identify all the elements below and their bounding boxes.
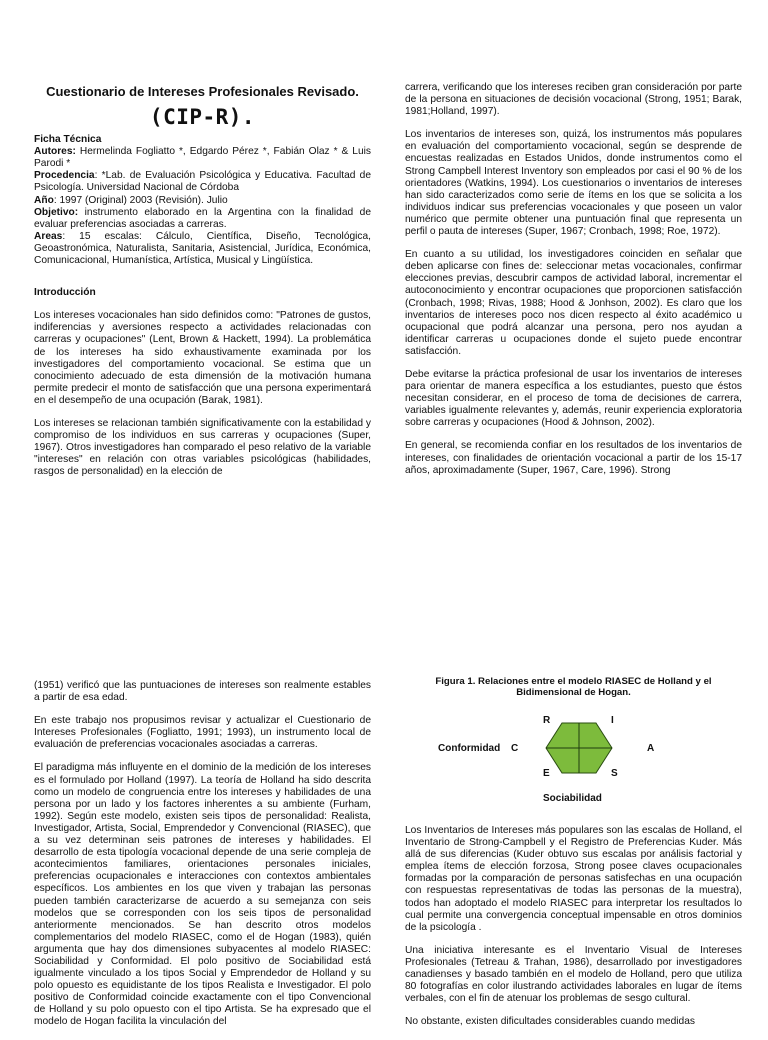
ficha-areas (34, 231, 371, 267)
intro-heading: Introducción (34, 287, 96, 299)
autores-value: Hermelinda Fogliatto *, Edgardo Pérez *, Fabián Olaz * & Luis Parodi * (34, 146, 371, 170)
ficha-autores (34, 146, 371, 170)
left-bottom-paragraph-3: El paradigma más influyente en el dominio de la medición de los intereses es el formulado por Holland (1997). La teoría de Holland ha sido descrita como un modelo de congruencia entre los intereses y habilidades de una persona por un lado y los factores inherentes a su ambiente (Furham, 1992). Según este modelo, existen seis tipos de personalidad: Realista, Investigador, Artista, Social, Emprendedor y Convencional (RIASEC), que a su vez determinan seis patrones de intereses y habilidades. El desarrollo de esta tipología vocacional depende de una serie compleja de acontecimientos familiares, orientaciones personales iniciales, preferencias ocupacionales e interacciones con contextos ambientales específicos. Los ambientes en los que viven y trabajan las personas pueden también caracterizarse de acuerdo a su semejanza con seis modelos que se corresponden con los seis tipos de personalidad anteriormente mencionados. Se han descrito otros modelos complementarios del modelo RIASEC, como el de Hogan (1983), quién argumenta que hay dos dimensiones subyacentes al modelo RIASEC: Sociabilidad y Conformidad. El polo positivo de Sociabilidad está igualmente vinculado a los tipos Social y Emprendedor de Holland y su polo opuesto es equidistante de los tipos Realista e Investigador. El polo positivo de Conformidad coincide exactamente con el tipo Convencional de Holland y su polo opuesto con el tipo Artista. Se ha expresado que el modelo de Hogan facilita la vinculación del (34, 762, 371, 1028)
right-top-paragraph-1: carrera, verificando que los intereses reciben gran consideración por parte de la persona en situaciones de decisión vocacional (Strong, 1951; Barak, 1981;Holland, 1997). (405, 82, 742, 118)
right-top-paragraph-3: En cuanto a su utilidad, los investigadores coinciden en señalar que deben aplicarse con fines de: seleccionar metas vocacionales, confirmar elecciones previas, descubrir campos de actividad laboral, incrementar el autoconocimiento y encontrar ocupaciones que proporcionen satisfacción (Cronbach, 1998; Rivas, 1988; Hood & Jonhson, 2002). Es claro que los inventarios de intereses poco nos dicen respecto al éxito académico u ocupacional que podrá alcanzar una persona, pero nos ayudan a identificar carreras u ocupaciones donde el sujeto puede encontrar satisfacción. (405, 249, 742, 357)
right-bottom-paragraph-3: No obstante, existen dificultades considerables cuando medidas (405, 1016, 695, 1028)
label-sociabilidad: Sociabilidad (543, 793, 602, 804)
right-column-top (405, 82, 742, 488)
left-column-top (34, 84, 371, 489)
label-e: E (543, 768, 550, 779)
left-bottom-paragraph-1: (1951) verificó que las puntuaciones de intereses son realmente estables a partir de esa edad. (34, 680, 371, 704)
right-bottom-paragraph-2: Una iniciativa interesante es el Inventario Visual de Intereses Profesionales (Tetreau & Trahan, 1986), desarrollado por investigadores canadienses y basado también en el modelo de Holland, pero que utiliza 80 fotografías en color ilustrando actividades laborales en lugar de ítems verbales, con el fin de atenuar los problemas de sesgo cultural. (405, 944, 742, 1005)
document-subtitle: (CIP-R). (149, 105, 256, 129)
ficha-tecnica (34, 134, 371, 267)
label-c: C (511, 743, 519, 754)
ficha-procedencia (34, 170, 371, 194)
label-a: A (647, 743, 655, 754)
autores-label: Autores: (34, 146, 76, 158)
document-title: Cuestionario de Intereses Profesionales Revisado. (46, 84, 359, 99)
areas-label: Areas (34, 230, 63, 242)
label-s: S (611, 768, 618, 779)
label-conformidad: Conformidad (438, 743, 501, 754)
anio-value: : 1997 (Original) 2003 (Revisión). Julio (53, 194, 228, 206)
right-top-paragraph-5: En general, se recomienda confiar en los resultados de los inventarios de intereses, con finalidades de orientación vocacional a partir de los 15-17 años, aproximadamente (Super, 1967, Care, 1996). Strong (405, 440, 742, 476)
intro-paragraph-2: Los intereses se relacionan también significativamente con la estabilidad y compromiso de los individuos en sus carreras y ocupaciones (Super, 1967). Otros investigadores han comparado el peso relativo de la variable "intereses" en relación con otras variables psicológicas (habilidades, rasgos de personalidad) en la elección de (34, 417, 371, 478)
procedencia-value: : *Lab. de Evaluación Psicológica y Educativa. Facultad de Psicología. Universidad Nacional de Córdoba (34, 170, 371, 194)
intro-paragraph-1: Los intereses vocacionales han sido definidos como: "Patrones de gustos, indiferencias y aversiones respecto a actividades relacionadas con carreras y ocupaciones" (Lent, Brown & Hackett, 1994). La problemática de los intereses ha sido exhaustivamente examinada por los investigadores del comportamiento vocacional. Se estima que un conocimiento adecuado de esta dimensión de la motivación humana permite predecir el monto de satisfacción que una persona experimentará en el desempeño de una ocupación (Barak, 1981). (34, 310, 371, 406)
left-column-bottom (34, 680, 371, 1040)
procedencia-label: Procedencia (34, 170, 95, 182)
objetivo-value: instrumento elaborado en la Argentina con la finalidad de evaluar preferencias asociadas a carreras. (34, 206, 371, 230)
ficha-objetivo (34, 207, 371, 231)
ficha-anio (34, 195, 371, 207)
right-top-paragraph-2: Los inventarios de intereses son, quizá, los instrumentos más populares en evaluación del comportamiento vocacional, según se desprende de encuestas realizadas en Estados Unidos, donde instrumentos como el Strong Campbell Interest Inventory son empleados por casi el 90 % de los orientadores (Watkins, 1994). Los cuestionarios o inventarios de intereses han sido caracterizados como serie de ítems en los que se solicita a los individuos indicar sus preferencias vocacionales y que poseen un valor numérico que permite obtener una puntuación final que representa un perfil o pauta de intereses (Super, 1967; Cronbach, 1998; Roe, 1972). (405, 129, 742, 238)
riasec-hexagon-diagram (405, 709, 742, 819)
ficha-heading: Ficha Técnica (34, 134, 102, 146)
riasec-figure (405, 709, 742, 819)
anio-label: Año (34, 194, 54, 206)
figure-caption: Figura 1. Relaciones entre el modelo RIASEC de Holland y el Bidimensional de Hogan. (435, 676, 712, 698)
areas-value: : 15 escalas: Cálculo, Científica, Diseño, Tecnológica, Geoastronómica, Naturalista, Sanitaria, Asistencial, Jurídica, Económica, Comunicacional, Humanística, Artística, Musical y Lingüística. (34, 230, 371, 267)
label-r: R (543, 715, 551, 726)
objetivo-label: Objetivo: (34, 206, 79, 218)
label-i: I (611, 715, 614, 726)
right-bottom-paragraph-1: Los Inventarios de Intereses más populares son las escalas de Holland, el Inventario de Strong-Campbell y el Registro de Preferencias Kuder. Más allá de sus diferencias (Kuder obtuvo sus escalas por análisis factorial y emplea ítems de elección forzosa, Strong posee claves ocupacionales formadas por la comparación de personas satisfechas en una ocupación con respuestas representativas de todas las personas de la muestra), todos han adoptado el modelo RIASEC para interpretar los resultados lo cual permite una convergencia conceptual impensable en otros dominios de la psicología . (405, 825, 742, 933)
right-top-paragraph-4: Debe evitarse la práctica profesional de usar los inventarios de intereses para orientar de manera específica a los estudiantes, puesto que éstos necesitan considerar, en el proceso de toma de decisiones de carrera, variables igualmente relevantes y, además, reunir experiencia exploratoria sobre carreras y ocupaciones (Hood & Johnson, 2002). (405, 368, 742, 429)
right-column-bottom (405, 676, 742, 1039)
left-bottom-paragraph-2: En este trabajo nos propusimos revisar y actualizar el Cuestionario de Intereses Profesionales (Fogliatto, 1991; 1993), un instrumento local de evaluación de preferencias vocacionales asociadas a carreras. (34, 715, 371, 751)
